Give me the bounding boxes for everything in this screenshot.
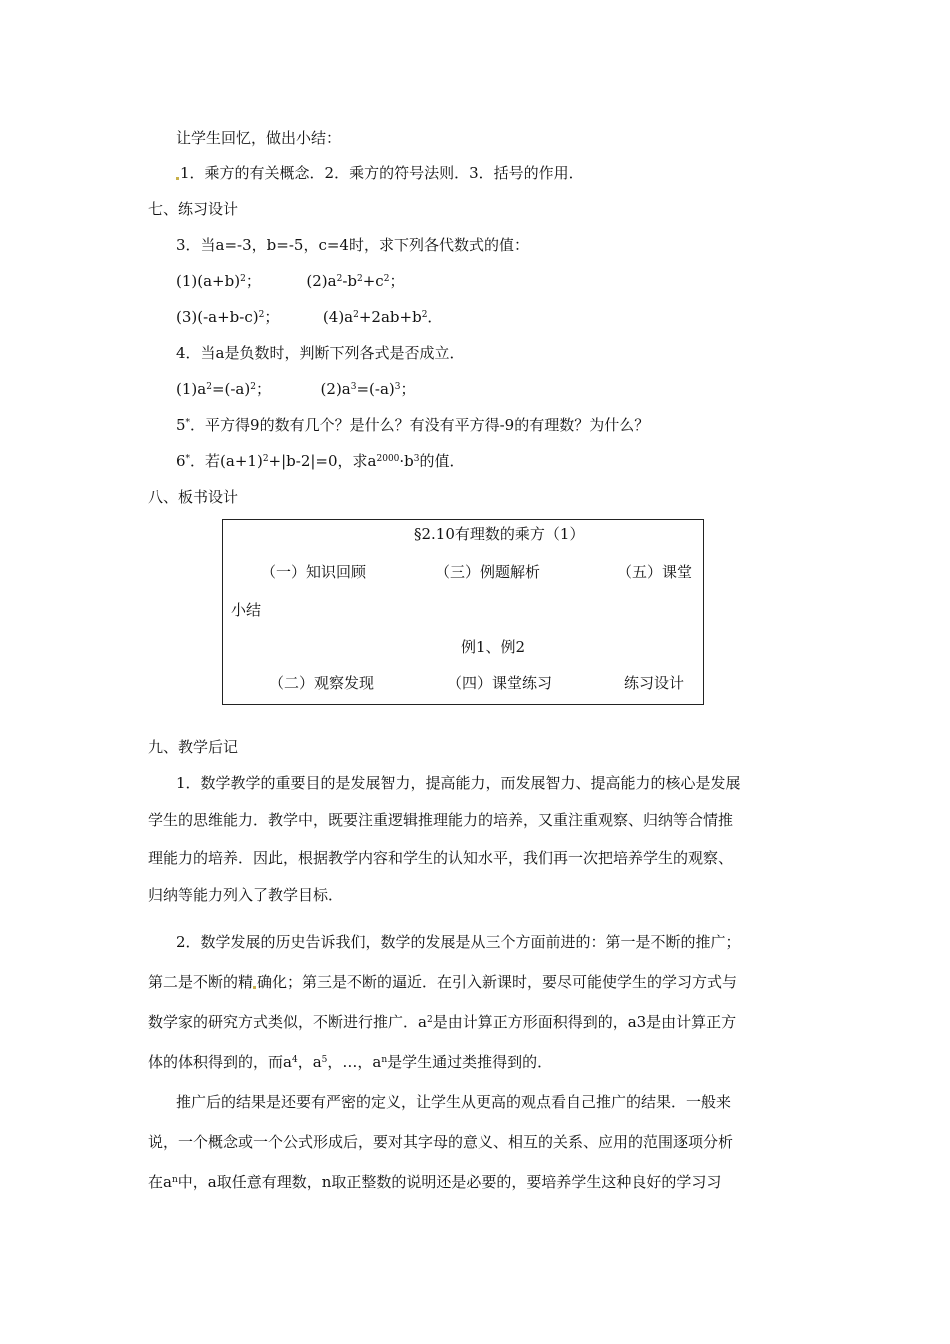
summary-intro: 让学生回忆，做出小结： — [176, 129, 342, 147]
board-practice-design: 练习设计 — [624, 674, 685, 692]
question-3-items-row2 — [176, 307, 442, 327]
q4-item-1: $(1)a^2=(-a)^2$； — [176, 380, 271, 398]
question-4: 4．当a是负数时，判断下列各式是否成立． — [176, 344, 465, 362]
reflection-p3-line2: 说，一个概念或一个公式形成后，要对其字母的意义、相互的关系、应用的范围逐项分析 — [148, 1133, 734, 1151]
question-3: 3．当a=-3，b=-5，c=4时，求下列各代数式的值： — [176, 236, 529, 254]
reflection-p1-line3: 理能力的培养．因此，根据教学内容和学生的认知水平，我们再一次把培养学生的观察、 — [148, 849, 734, 867]
question-4-items — [176, 379, 416, 399]
board-observation: （二）观察发现 — [269, 674, 375, 692]
edit-mark — [253, 986, 256, 989]
reflection-p2-line4: 体的体积得到的，而$a^4$，$a^5$，…，$a^n$是学生通过类推得到的． — [148, 1053, 553, 1071]
board-knowledge-review: （一）知识回顾 — [261, 563, 367, 581]
question-5: 5*．平方得9的数有几个？是什么？有没有平方得-9的有理数？为什么？ — [176, 416, 650, 434]
board-title: §2.10有理数的乘方（1） — [414, 525, 585, 543]
reflection-p2-line2: 第二是不断的精 确化；第三是不断的逼近．在引入新课时，要尽可能使学生的学习方式与 — [148, 973, 738, 991]
reflection-p1-line2: 学生的思维能力．教学中，既要注重逻辑推理能力的培养，又重注重观察、归纳等合情推 — [148, 811, 734, 829]
reflection-p3-line3: 在$a^n$中，a取任意有理数，n取正整数的说明还是必要的，要培养学生这种良好的学习习 — [148, 1173, 722, 1191]
reflection-p3-line1: 推广后的结果是还要有严密的定义，让学生从更高的观点看自己推广的结果．一般来 — [176, 1093, 732, 1111]
edit-mark — [176, 177, 179, 180]
q3-item-3: $(3)(-a+b-c)^2$； — [176, 308, 280, 326]
question-3-items-row1 — [176, 271, 404, 291]
reflection-p2-line1: 2．数学发展的历史告诉我们，数学的发展是从三个方面前进的：第一是不断的推广； — [176, 933, 741, 951]
q3-item-2: $(2)a^2-b^2+c^2$； — [306, 272, 405, 290]
q3-item-1: $(1)(a+b)^2$； — [176, 272, 261, 290]
board-class-summary-wrap: 小结 — [231, 601, 262, 619]
board-example-analysis: （三）例题解析 — [435, 563, 541, 581]
section-heading-reflection: 九、教学后记 — [148, 738, 239, 756]
board-class-summary: （五）课堂 — [617, 563, 693, 581]
question-6: 6*．若$(a+1)^2+|b-2|=0$，求$a^{2000}\cdot b^3$的值． — [176, 452, 465, 470]
reflection-p1-line4: 归纳等能力列入了教学目标． — [148, 886, 344, 904]
board-class-practice: （四）课堂练习 — [447, 674, 553, 692]
section-heading-board: 八、板书设计 — [148, 488, 239, 506]
q3-item-4: $(4)a^2+2ab+b^2$． — [322, 308, 443, 326]
board-design-box — [222, 519, 704, 705]
q4-item-2: $(2)a^3=(-a)^3$； — [320, 380, 416, 398]
section-heading-practice: 七、练习设计 — [148, 200, 239, 218]
reflection-p1-line1: 1．数学教学的重要目的是发展智力，提高能力，而发展智力、提高能力的核心是发展 — [176, 774, 741, 792]
reflection-p2-line3: 数学家的研究方式类似，不断进行推广．$a^2$是由计算正方形面积得到的，a3是由计算正方 — [148, 1013, 737, 1031]
summary-points: 1．乘方的有关概念．2．乘方的符号法则．3．括号的作用． — [176, 163, 584, 183]
board-examples: 例1、例2 — [461, 638, 526, 656]
